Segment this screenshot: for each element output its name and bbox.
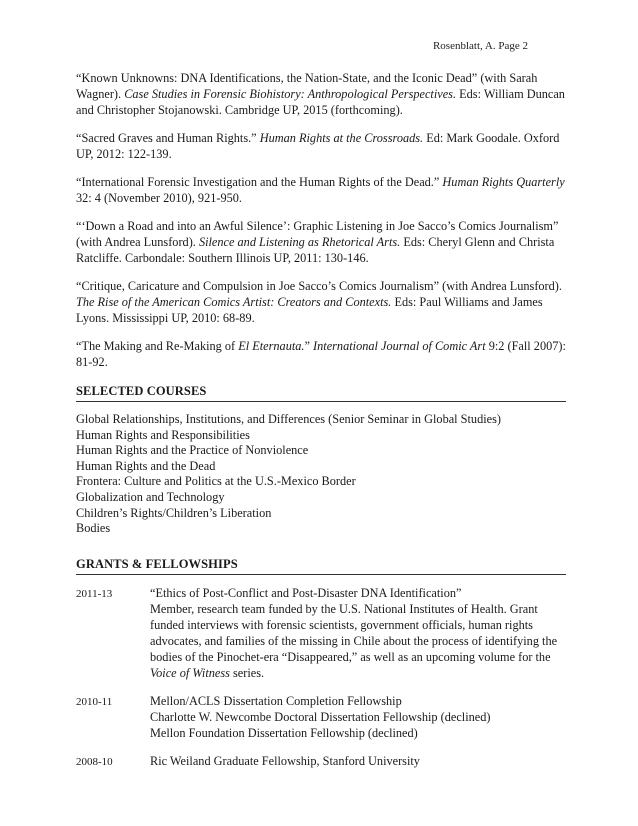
- document-body: [76, 70, 566, 782]
- grant-line: Mellon Foundation Dissertation Fellowship (declined): [150, 725, 418, 740]
- grant-entry: [76, 585, 566, 681]
- course-item: Children’s Rights/Children’s Liberation: [76, 505, 272, 520]
- course-item: Global Relationships, Institutions, and Differences (Senior Seminar in Global Studies): [76, 412, 501, 426]
- publication-details: Eds: William Duncan and Christopher Stojanowski. Cambridge UP, 2015 (forthcoming).: [76, 87, 565, 117]
- course-item: Human Rights and the Practice of Nonviolence: [76, 443, 309, 458]
- publication-venue: The Rise of the American Comics Artist: Creators and Contexts.: [76, 295, 392, 309]
- grant-description: Member, research team funded by the U.S. National Institutes of Health. Grant funded interviews with forensic scientists, government officials, human rights advocates, and families of the missing in Chile about the process of identifying the bodies of the Pinochet-era “Disappeared,” as well as an upcoming volume for the: [150, 601, 558, 664]
- publication-venue: Human Rights Quarterly: [442, 175, 565, 189]
- publication-entry: [76, 130, 566, 162]
- running-head: Rosenblatt, A. Page 2: [432, 40, 528, 52]
- publication-title-close: ”: [304, 339, 314, 353]
- publication-venue: International Journal of Comic Art: [313, 339, 486, 353]
- grant-entry: [76, 753, 566, 770]
- grant-series-title: Voice of Witness: [150, 665, 230, 680]
- publication-title: “International Forensic Investigation and the Human Rights of the Dead.”: [76, 175, 440, 189]
- grant-body: [150, 693, 566, 741]
- grant-years: 2008-10: [76, 755, 113, 768]
- publication-entry: [76, 174, 566, 206]
- publication-title-prefix: “The Making and Re-Making of: [76, 339, 239, 353]
- grant-years: 2011-13: [76, 587, 113, 600]
- publication-entry: [76, 278, 566, 326]
- course-item: Bodies: [76, 521, 111, 536]
- grant-entry: [76, 693, 566, 741]
- grant-line: Charlotte W. Newcombe Doctoral Dissertation Fellowship (declined): [150, 709, 491, 724]
- publication-entry: [76, 70, 566, 118]
- grant-line: Ric Weiland Graduate Fellowship, Stanford University: [150, 753, 420, 768]
- publication-venue: Case Studies in Forensic Biohistory: Anthropological Perspectives.: [124, 87, 457, 101]
- course-item: Human Rights and Responsibilities: [76, 427, 250, 442]
- section-heading-grants: GRANTS & FELLOWSHIPS: [76, 557, 566, 575]
- course-list: [76, 412, 566, 537]
- publication-details: Eds: Cheryl Glenn and Christa Ratcliffe. Carbondale: Southern Illinois UP, 2011: 130-146.: [76, 235, 555, 265]
- publication-details: 32: 4 (November 2010), 921-950.: [76, 191, 242, 205]
- grant-body: [150, 753, 566, 770]
- publication-title: “Known Unknowns: DNA Identifications, the Nation-State, and the Iconic Dead” (with Sarah Wagner).: [76, 71, 538, 101]
- grant-years: 2010-11: [76, 695, 113, 708]
- publication-work-title: El Eternauta.: [238, 339, 305, 353]
- publication-details: 9:2 (Fall 2007): 81-92.: [76, 339, 566, 369]
- publication-venue: Silence and Listening as Rhetorical Arts.: [198, 235, 401, 249]
- publication-details: Eds: Paul Williams and James Lyons. Mississippi UP, 2010: 68-89.: [76, 295, 543, 325]
- publication-title: “Sacred Graves and Human Rights.”: [76, 131, 257, 145]
- grant-description-tail: series.: [229, 665, 265, 680]
- course-item: Human Rights and the Dead: [76, 458, 216, 473]
- publication-details: Ed: Mark Goodale. Oxford UP, 2012: 122-139.: [76, 131, 560, 161]
- grant-title: “Ethics of Post-Conflict and Post-Disaster DNA Identification”: [150, 585, 462, 600]
- publication-entry: [76, 218, 566, 266]
- publication-title: “Critique, Caricature and Compulsion in Joe Sacco’s Comics Journalism” (with Andrea Lunsford).: [76, 279, 562, 293]
- grant-body: [150, 585, 566, 681]
- publication-entry: [76, 338, 566, 370]
- grant-line: Mellon/ACLS Dissertation Completion Fellowship: [150, 693, 402, 708]
- course-item: Frontera: Culture and Politics at the U.S.-Mexico Border: [76, 474, 356, 489]
- publication-title: “‘Down a Road and into an Awful Silence’: Graphic Listening in Joe Sacco’s Comics Journalism” (with Andrea Lunsford).: [76, 219, 559, 249]
- section-heading-courses: SELECTED COURSES: [76, 384, 566, 402]
- publication-venue: Human Rights at the Crossroads.: [259, 131, 424, 145]
- course-item: Globalization and Technology: [76, 489, 225, 504]
